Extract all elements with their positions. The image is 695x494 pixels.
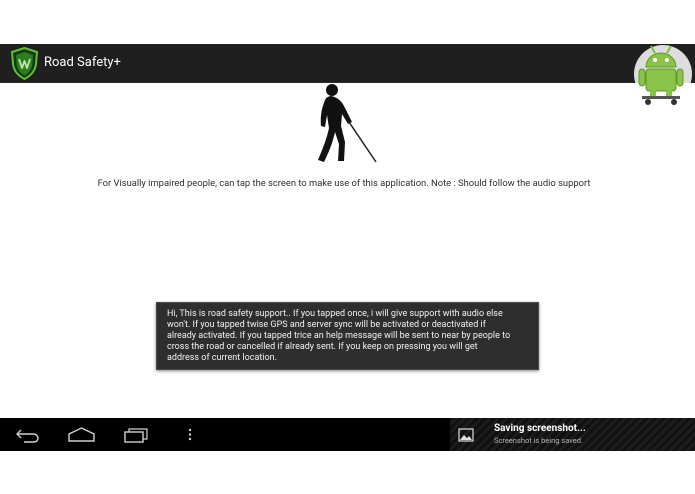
toast-line: already activated. If you tapped trice an help message will be sent to near by people to (167, 331, 511, 341)
notification-title: Saving screenshot... (494, 423, 586, 434)
image-icon (458, 427, 474, 441)
toast-line: Hi, This is road safety support.. If you tapped once, i will give support with audio else (167, 309, 503, 319)
instruction-text: For Visually impaired people, can tap the screen to make use of this application. Note : Should follow the audio support (97, 178, 591, 189)
toast-message (156, 302, 539, 370)
home-icon[interactable] (67, 418, 96, 451)
screenshot-notification[interactable] (450, 418, 695, 451)
blind-person-with-cane-icon (310, 82, 382, 166)
recent-apps-icon[interactable] (122, 418, 150, 451)
android-robot-icon[interactable] (630, 40, 692, 106)
back-icon[interactable] (14, 418, 42, 451)
menu-icon[interactable] (185, 418, 195, 451)
toast-line: address of current location. (167, 353, 277, 363)
action-bar (0, 44, 695, 83)
toast-line: cross the road or cancelled if already sent. If you keep on pressing you will get (167, 342, 478, 352)
notification-subtitle: Screenshot is being saved. (494, 436, 583, 445)
toast-line: won't. If you tapped twise GPS and server sync will be activated or deactivated if (167, 320, 486, 330)
shield-logo-icon[interactable] (9, 47, 40, 80)
app-title: Road Safety+ (44, 55, 121, 70)
